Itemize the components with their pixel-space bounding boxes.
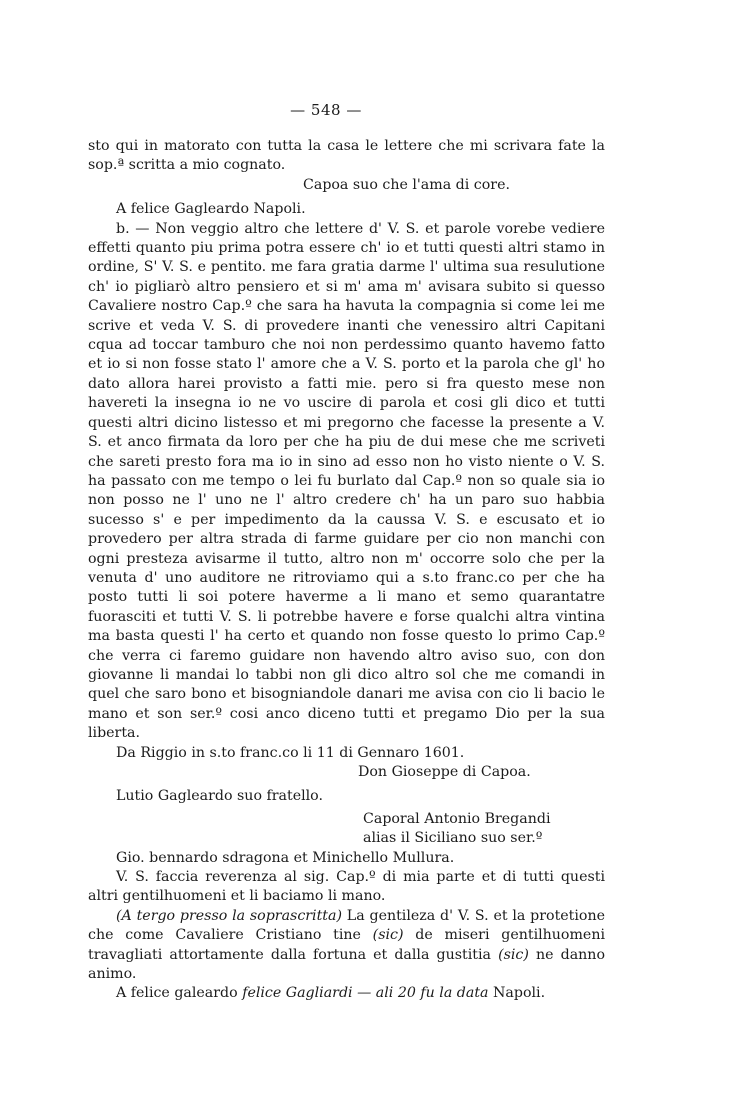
letter-b-paragraph: b. — Non veggio altro che lettere d' V. S. et parole vorebe vediere effetti quanto piu prima potra essere ch' io et tutti questi altri stamo in ordine, S' V. S. e pentito. me fara gratia darme l' ultima sua resulutione ch' io pigliarò altro pensiero et si m' ama m' avisara subito si quesso Cavaliere nostro Cap.º che sara ha havuta la compagnia si come lei me scrive et veda V. S. di provedere inanti che venessiro altri Capitani cqua ad toccar tamburo che noi non perdessimo quanto havemo fatto et io si non fosse stato l' amore che a V. S. porto et la parola che gl' ho dato allora harei provisto a fatti mie. pero si fra questo mese non havereti la insegna io ne vo uscire di parola et cosi gli dico et tutti questi altri dicino listesso et mi pregorno che facesse la presente a V. S. et anco firmata da loro per che ha piu de dui mese che me scriveti che sareti presto fora ma io in sino ad esso non ho visto niente o V. S. ha passato con me tempo o lei fu burlato dal Cap.º non so quale sia io non posso ne l' uno ne l' altro credere ch' ha un paro suo habbia sucesso s' e per impedimento da la caussa V. S. e escusato et io provedero per altra strada di farme guidare per cio non manchi con ogni presteza avisarme il tutto, altro non m' occorre solo che per la venuta d' uno auditore ne ritroviamo qui a s.to franc.co per che ha posto tutti li soi potere haverme a li mano et semo quarantatre fuorasciti et tutti V. S. li potrebbe havere e forse qualchi altra vintina ma basta questi l' ha certo et quando non fosse questo lo primo Cap.º che verra ci faremo guidare non havendo altro aviso suo, con don giovanne li mandai lo tabbi non gli dico altro sol che me comandi in quel che saro bono et bisogniandole danari me avisa con cio li bacio le mano et son ser.º cosi anco diceno tutti et pregamo Dio per la sua liberta. bbox=[88, 220, 605, 742]
final-address-a: A felice galeardo bbox=[116, 985, 243, 1002]
sic-note-2: (sic) bbox=[498, 946, 529, 963]
date-line: Da Riggio in s.to franc.co li 11 di Gennaro 1601. bbox=[116, 744, 465, 761]
address-line: A felice Gagleardo Napoli. bbox=[116, 201, 306, 218]
final-address-b: Napoli. bbox=[488, 985, 546, 1002]
a-tergo-paragraph bbox=[88, 907, 605, 985]
a-tergo-text-2: de miseri gentilhuomeni travagliati attortamente dalla fortuna et dalla gustitia bbox=[88, 927, 605, 963]
signature-lutio: Lutio Gagleardo suo fratello. bbox=[116, 788, 323, 805]
letter-body bbox=[88, 137, 605, 1004]
a-tergo-note: (A tergo presso la soprascritta) bbox=[116, 907, 342, 924]
final-address-line bbox=[88, 984, 605, 1003]
a-tergo-text-1: La gentileza d' V. S. et la protetione che come Cavaliere Cristiano tine bbox=[88, 907, 605, 944]
a-tergo-text-3: ne danno animo. bbox=[88, 946, 605, 983]
page-number: — 548 — bbox=[290, 101, 362, 119]
final-address-italic: felice Gagliardi — ali 20 fu la data bbox=[242, 985, 489, 1002]
signature-caporal: Caporal Antonio Bregandi bbox=[363, 810, 551, 827]
signature-alias: alias il Siciliano suo ser.º bbox=[363, 830, 543, 847]
postscript-line: V. S. faccia reverenza al sig. Cap.º di mia parte et di tutti questi altri gentilhuomeni et li baciamo li mano. bbox=[88, 869, 605, 905]
opening-lines: sto qui in matorato con tutta la casa le lettere che mi scrivara fate la sop.ª scritta a mio cognato. bbox=[88, 138, 605, 174]
sic-note-1: (sic) bbox=[372, 927, 404, 944]
signature-gio-bennardo: Gio. bennardo sdragona et Minichello Mullura. bbox=[116, 849, 455, 866]
signature-don-gioseppe: Don Gioseppe di Capoa. bbox=[358, 764, 531, 780]
signature-capoa: Capoa suo che l'ama di core. bbox=[303, 176, 510, 193]
